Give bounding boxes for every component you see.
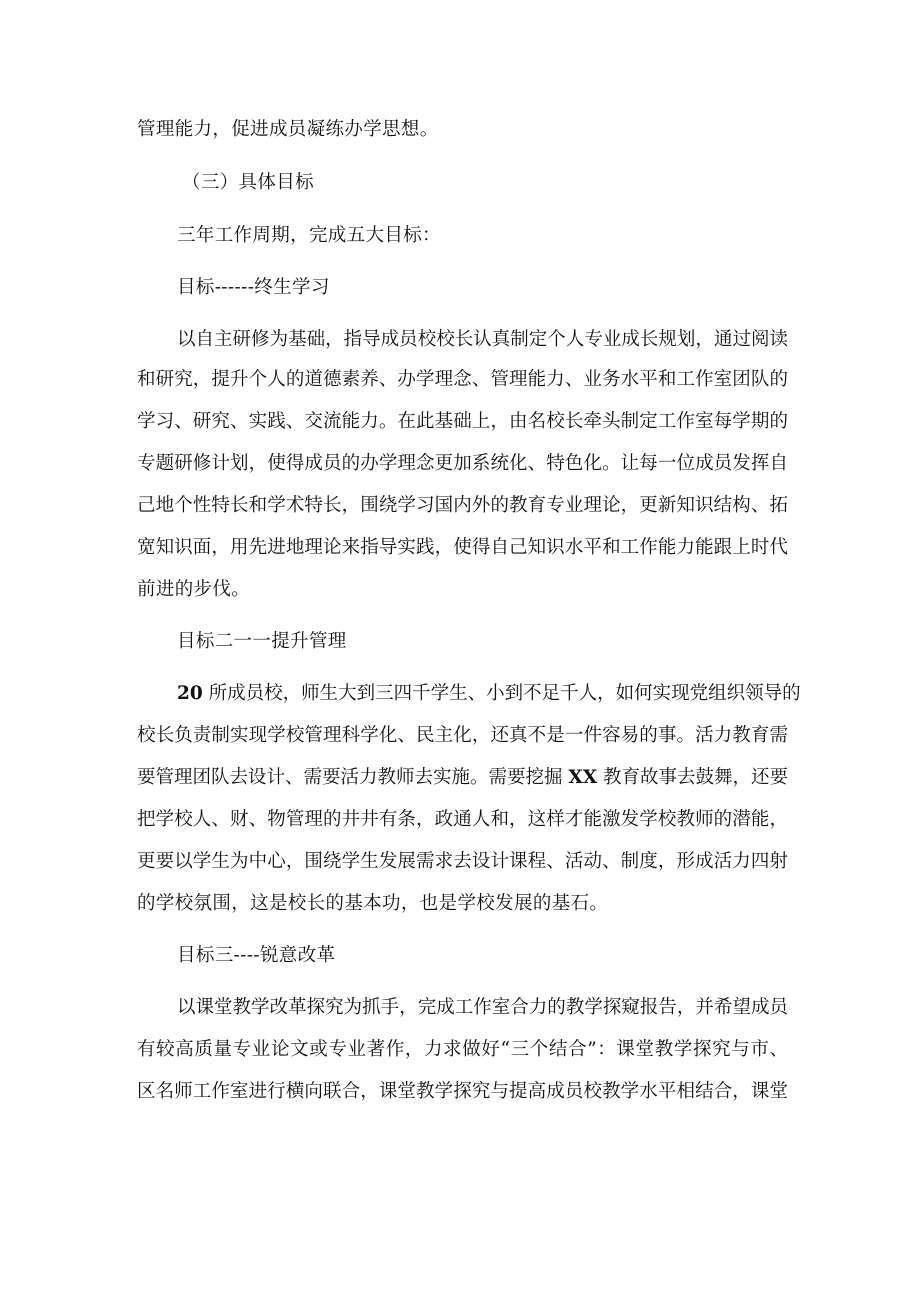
paragraph-line: 的学校氛围，这是校长的基本功，也是学校发展的基石。 (137, 893, 609, 914)
paragraph-line: 专题研修计划，使得成员的办学理念更加系统化、特色化。让每一位成员发挥自 (137, 453, 788, 474)
paragraph-line: 以自主研修为基础，指导成员校校长认真制定个人专业成长规划，通过阅读 (177, 329, 788, 350)
goal-heading-two: 目标二一一提升管理 (177, 631, 347, 652)
paragraph-line (137, 766, 788, 790)
paragraph-line-text: 所成员校，师生大到三四千学生、小到不足千人，如何实现党组织领导的 (208, 683, 801, 704)
school-count: 20 (177, 683, 203, 704)
section-heading: （三）具体目标 (182, 172, 314, 193)
paragraph-line: 宽知识面，用先进地理论来指导实践，使得自己知识水平和工作能力能跟上时代 (137, 537, 788, 558)
paragraph-line: 有较高质量专业论文或专业著作，力求做好“三个结合”：课堂教学探究与市、 (137, 1039, 788, 1060)
paragraph-line: 和研究，提升个人的道德素养、办学理念、管理能力、业务水平和工作室团队的 (137, 369, 788, 390)
paragraph-line: 区名师工作室进行横向联合，课堂教学探究与提高成员校教学水平相结合，课堂 (137, 1081, 788, 1102)
paragraph-line: 三年工作周期，完成五大目标： (177, 225, 441, 246)
paragraph-line: 管理能力，促进成员凝练办学思想。 (137, 119, 439, 140)
paragraph-line: 校长负责制实现学校管理科学化、民主化，还真不是一件容易的事。活力教育需 (137, 725, 788, 746)
goal-heading-one: 目标------终生学习 (177, 277, 330, 298)
paragraph-line: 更要以学生为中心，围绕学生发展需求去设计课程、活动、制度，形成活力四射 (137, 851, 788, 872)
paragraph-line: 学习、研究、实践、交流能力。在此基础上，由名校长牵头制定工作室每学期的 (137, 411, 788, 432)
paragraph-line-text: 要管理团队去设计、需要活力教师去实施。需要挖掘 (137, 767, 563, 788)
paragraph-line: 把学校人、财、物管理的井井有条，政通人和，这样才能激发学校教师的潜能， (137, 809, 788, 830)
paragraph-line: 前进的步伐。 (137, 579, 251, 600)
paragraph-line (177, 682, 801, 706)
paragraph-line: 以课堂教学改革探究为抓手，完成工作室合力的教学探窥报告，并希望成员 (177, 997, 788, 1018)
goal-heading-three: 目标三----锐意改革 (177, 945, 336, 966)
paragraph-line: 己地个性特长和学术特长，围绕学习国内外的教育专业理论，更新知识结构、拓 (137, 495, 788, 516)
paragraph-line-text: 教育故事去鼓舞，还要 (603, 767, 789, 788)
story-prefix: XX (568, 767, 598, 788)
